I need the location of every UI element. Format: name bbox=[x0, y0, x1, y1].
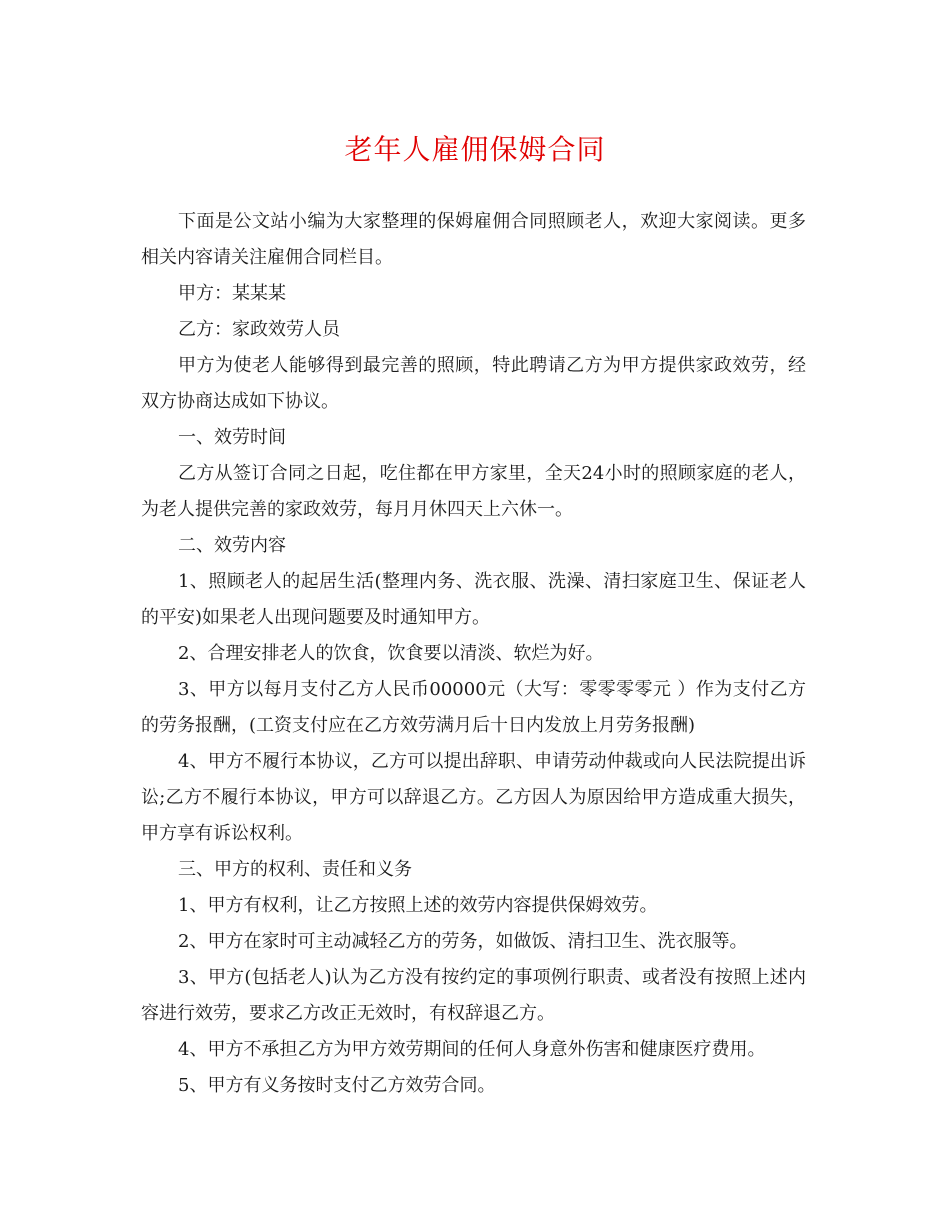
clause-rights-3: 3、甲方(包括老人)认为乙方没有按约定的事项例行职责、或者没有按照上述内容进行效劳，要求乙方改正无效时，有权辞退乙方。 bbox=[141, 967, 806, 1024]
paragraph-purpose: 甲方为使老人能够得到最完善的照顾，特此聘请乙方为甲方提供家政效劳，经双方协商达成如下协议。 bbox=[141, 355, 806, 412]
document-title: 老年人雇佣保姆合同 bbox=[344, 133, 606, 166]
clause-content-3: 3、甲方以每月支付乙方人民币00000元（大写：零零零零元 ）作为支付乙方的劳务报酬，(工资支付应在乙方效劳满月后十日内发放上月劳务报酬) bbox=[141, 679, 806, 736]
clause-rights-5: 5、甲方有义务按时支付乙方效劳合同。 bbox=[178, 1075, 496, 1096]
clause-rights-2: 2、甲方在家时可主动减轻乙方的劳务，如做饭、清扫卫生、洗衣服等。 bbox=[178, 931, 748, 952]
paragraph-intro: 下面是公文站小编为大家整理的保姆雇佣合同照顾老人，欢迎大家阅读。更多相关内容请关注雇佣合同栏目。 bbox=[141, 211, 806, 268]
document-body bbox=[141, 204, 806, 1104]
clause-content-1: 1、照顾老人的起居生活(整理内务、洗衣服、洗澡、清扫家庭卫生、保证老人的平安)如果老人出现问题要及时通知甲方。 bbox=[141, 571, 806, 628]
clause-rights-4: 4、甲方不承担乙方为甲方效劳期间的任何人身意外伤害和健康医疗费用。 bbox=[178, 1039, 766, 1060]
paragraph-party-a: 甲方：某某某 bbox=[178, 283, 286, 304]
section-heading-service-content: 二、效劳内容 bbox=[178, 535, 286, 556]
paragraph-party-b: 乙方：家政效劳人员 bbox=[178, 319, 340, 340]
section-heading-service-time: 一、效劳时间 bbox=[178, 427, 286, 448]
clause-content-2: 2、合理安排老人的饮食，饮食要以清淡、软烂为好。 bbox=[178, 643, 604, 664]
paragraph-service-time: 乙方从签订合同之日起，吃住都在甲方家里，全天24小时的照顾家庭的老人，为老人提供完善的家政效劳，每月月休四天上六休一。 bbox=[141, 463, 806, 520]
clause-content-4: 4、甲方不履行本协议，乙方可以提出辞职、申请劳动仲裁或向人民法院提出诉讼;乙方不履行本协议，甲方可以辞退乙方。乙方因人为原因给甲方造成重大损失，甲方享有诉讼权利。 bbox=[141, 751, 806, 844]
section-heading-party-a-rights: 三、甲方的权利、责任和义务 bbox=[178, 859, 412, 880]
clause-rights-1: 1、甲方有权利，让乙方按照上述的效劳内容提供保姆效劳。 bbox=[178, 895, 658, 916]
